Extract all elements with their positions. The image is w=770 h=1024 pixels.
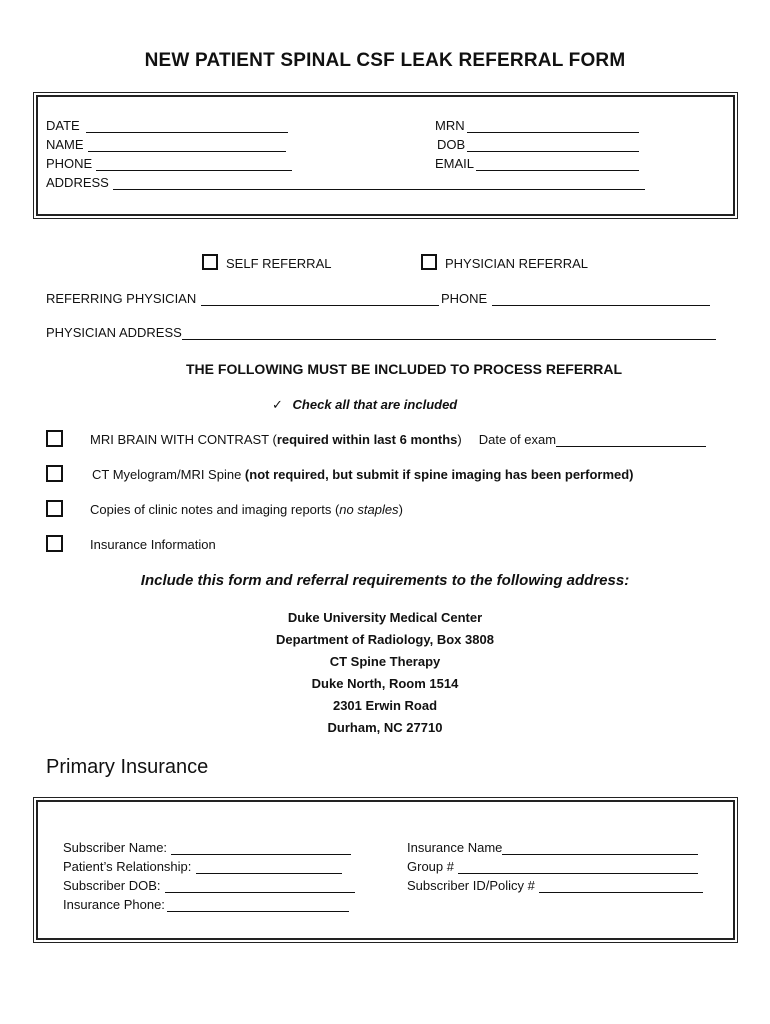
- address-line-1: Duke University Medical Center: [287, 610, 483, 625]
- insurance-phone-line[interactable]: [167, 899, 349, 912]
- mrn-label: MRN: [435, 118, 465, 133]
- primary-insurance-heading: Primary Insurance: [46, 756, 209, 778]
- physician-phone-label: PHONE: [441, 291, 488, 306]
- mrn-line[interactable]: [467, 120, 639, 133]
- group-field[interactable]: Group #: [407, 859, 698, 874]
- group-line[interactable]: [458, 861, 698, 874]
- subscriber-dob-line[interactable]: [165, 880, 355, 893]
- address-line-4: Duke North, Room 1514: [311, 676, 459, 691]
- referring-physician-field[interactable]: [46, 291, 439, 306]
- name-line[interactable]: [88, 139, 286, 152]
- date-of-exam-line[interactable]: [556, 434, 706, 447]
- physician-referral-label: PHYSICIAN REFERRAL: [445, 256, 589, 271]
- requirements-heading: THE FOLLOWING MUST BE INCLUDED TO PROCESS REFERRAL: [186, 361, 623, 377]
- phone-field[interactable]: [46, 156, 292, 171]
- subscriber-id-field[interactable]: Subscriber ID/Policy #: [407, 878, 703, 893]
- name-label: NAME: [46, 137, 84, 152]
- check-note: ✓ Check all that are included: [272, 397, 458, 412]
- insurance-info-checkbox[interactable]: [46, 535, 63, 552]
- address-line-2: Department of Radiology, Box 3808: [276, 632, 494, 647]
- relationship-field[interactable]: Patient’s Relationship:: [63, 859, 342, 874]
- clinic-notes-item: Copies of clinic notes and imaging reports (no staples): [90, 502, 403, 517]
- referring-physician-label: REFERRING PHYSICIAN: [46, 291, 197, 306]
- physician-address-field[interactable]: [46, 325, 716, 340]
- mrn-field[interactable]: [435, 118, 639, 133]
- self-referral-label: SELF REFERRAL: [226, 256, 332, 271]
- check-mark-icon: ✓: [272, 397, 283, 412]
- subscriber-name-field[interactable]: Subscriber Name:: [63, 840, 351, 855]
- address-field[interactable]: [46, 175, 645, 190]
- phone-line[interactable]: [96, 158, 292, 171]
- dob-field[interactable]: [437, 137, 639, 152]
- subscriber-dob-field[interactable]: Subscriber DOB:: [63, 878, 355, 893]
- physician-address-line[interactable]: [182, 327, 716, 340]
- date-of-exam-label: Date of exam: [478, 432, 557, 447]
- physician-phone-line[interactable]: [492, 293, 710, 306]
- dob-label: DOB: [437, 137, 466, 152]
- form-title: NEW PATIENT SPINAL CSF LEAK REFERRAL FORM: [144, 50, 626, 71]
- subscriber-id-line[interactable]: [539, 880, 703, 893]
- email-field[interactable]: [435, 156, 639, 171]
- name-field[interactable]: [46, 137, 286, 152]
- ct-myelogram-item: CT Myelogram/MRI Spine (not required, but submit if spine imaging has been performed): [92, 467, 634, 482]
- physician-phone-field[interactable]: [441, 291, 710, 306]
- clinic-notes-checkbox[interactable]: [46, 500, 63, 517]
- self-referral-checkbox[interactable]: [202, 254, 218, 270]
- date-label: DATE: [46, 118, 80, 133]
- physician-referral-checkbox[interactable]: [421, 254, 437, 270]
- address-line-6: Durham, NC 27710: [327, 720, 443, 735]
- referring-physician-line[interactable]: [201, 293, 439, 306]
- email-line[interactable]: [476, 158, 639, 171]
- ct-myelogram-checkbox[interactable]: [46, 465, 63, 482]
- relationship-line[interactable]: [196, 861, 342, 874]
- date-line[interactable]: [86, 120, 288, 133]
- address-label: ADDRESS: [46, 175, 109, 190]
- mailing-heading: Include this form and referral requirements to the following address:: [140, 572, 630, 589]
- insurance-name-line[interactable]: [502, 842, 698, 855]
- dob-line[interactable]: [467, 139, 639, 152]
- address-line-5: 2301 Erwin Road: [332, 698, 438, 713]
- mri-brain-item: MRI BRAIN WITH CONTRAST ( required within last 6 months ) Date of exam: [90, 432, 706, 447]
- subscriber-name-line[interactable]: [171, 842, 351, 855]
- physician-address-label: PHYSICIAN ADDRESS: [46, 325, 182, 340]
- address-line[interactable]: [113, 177, 645, 190]
- mri-brain-checkbox[interactable]: [46, 430, 63, 447]
- address-line-3: CT Spine Therapy: [329, 654, 441, 669]
- date-field[interactable]: [46, 118, 288, 133]
- email-label: EMAIL: [435, 156, 475, 171]
- insurance-name-field[interactable]: Insurance Name: [407, 840, 698, 855]
- insurance-info-item: Insurance Information: [90, 537, 216, 552]
- phone-label: PHONE: [46, 156, 93, 171]
- insurance-phone-field[interactable]: Insurance Phone:: [63, 897, 349, 912]
